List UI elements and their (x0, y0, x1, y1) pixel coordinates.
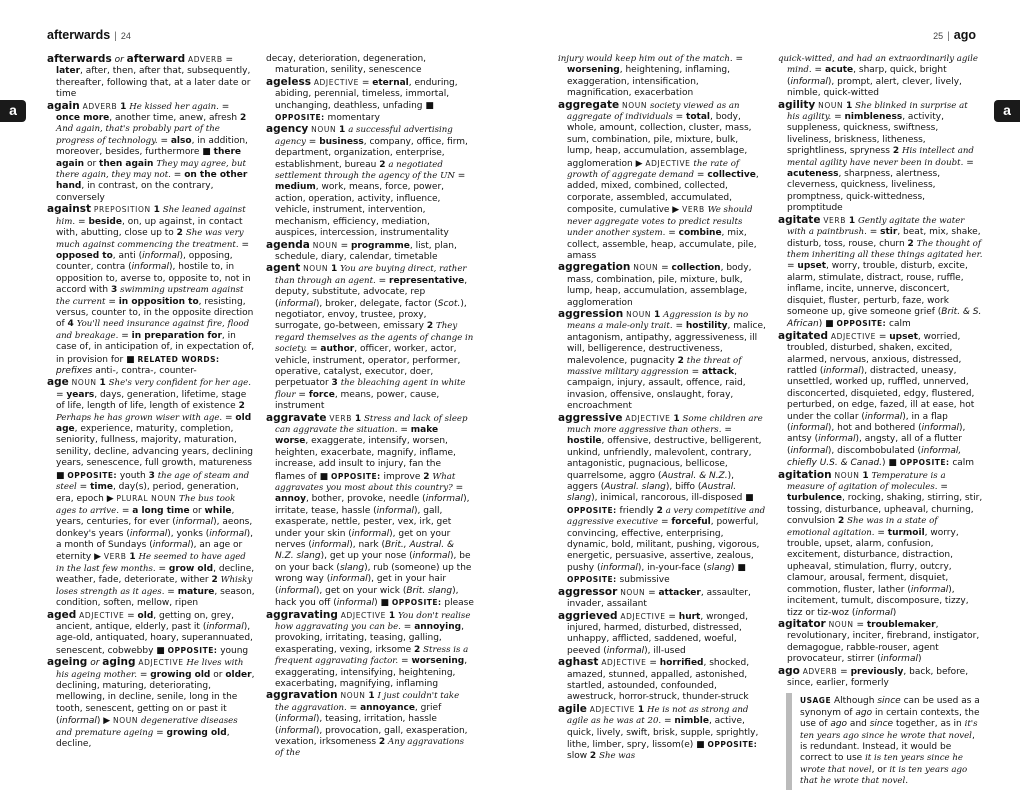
dictionary-entry: quick-witted, and had an extraordinarily agile mind. = acute, sharp, quick, bright (informal), prompt, alert, clever, lively, nimble, quick-witted (778, 54, 978, 99)
dictionary-column-3 (558, 54, 766, 774)
dictionary-entry: ago ADVERB = previously, back, before, since, earlier, formerly (778, 664, 969, 688)
dictionary-entry: afterwards or afterward ADVERB = later, after, then, after that, subsequently, thereafter, following that, at a later date or time (47, 53, 251, 100)
dictionary-entry: agile ADJECTIVE 1 He is not as strong and agile as he was at 20. = nimble, active, quick, lively, swift, brisk, supple, sprightly, lithe, limber, spry, lissom(e) ■ OPPOSITE: slow 2 She was (558, 702, 759, 762)
dictionary-entry: aggressive ADJECTIVE 1 Some children are much more aggressive than others. = hostile, offensive, destructive, belligerent, unkind, unfriendly, malevolent, contrary, antagonistic, pugnacious, bellicose, quarrelsome, aggro (Austral. & N.Z.), aggers (Austral. slang), biffo (Austral. slang), inimical, rancorous, ill-disposed ■ OPPOSITE: friendly 2 a very competitive and aggressive executive = forceful, powerful, convincing, effective, enterprising, dynamic, bold, militant, pushing, vigorous, energetic, persuasive, assertive, zealous, pushy (informal), in-your-face (slang) ■ OPPOSITE: submissive (558, 411, 766, 586)
dictionary-entry: ageing or aging ADJECTIVE He lives with his ageing mother. = growing old or older, declining, maturing, deteriorating, mellowing, in decline, senile, long in the tooth, senescent, getting on or past it (informal) ▶ NOUN degenerative diseases and premature ageing = growing old, decline, (47, 656, 255, 749)
dictionary-entry: agitator NOUN = troublemaker, revolutionary, inciter, firebrand, instigator, demagogue, rabble-rouser, agent provocateur, stirrer (informal) (778, 617, 980, 665)
dictionary-entry: agent NOUN 1 You are buying direct, rather than through an agent. = representative, deputy, substitute, advocate, rep (informal), broker, delegate, factor (Scot.), negotiator, envoy, trustee, proxy, surrogate, go-between, emissary 2 They regard themselves as the agents of change in society. = author, officer, worker, actor, vehicle, instrument, operator, performer, operative, catalyst, executor, doer, perpetuator 3 the bleaching agent in white flour = force, means, power, cause, instrument (266, 262, 474, 412)
right-page (515, 0, 1020, 787)
left-thumb-tab: a (0, 100, 26, 122)
dictionary-entry: agenda NOUN = programme, list, plan, schedule, diary, calendar, timetable (266, 238, 457, 262)
dictionary-entry: aggravation NOUN 1 I just couldn't take the aggravation. = annoyance, grief (informal), teasing, irritation, hassle (informal), provocation, gall, exasperation, vexation, irksomeness 2 Any aggravations of the (266, 689, 468, 759)
right-thumb-tab: a (994, 100, 1020, 122)
dictionary-entry: against PREPOSITION 1 She leaned against him. = beside, on, up against, in contact with, abutting, close up to 2 She was very much against commencing the treatment. = opposed to, anti (informal), opposing, counter, contra (informal), hostile to, in opposition to, averse to, opposite to, not in accord with 3 swimming upstream against the current = in opposition to, resisting, versus, counter to, in the opposite direction of 4 You'll need insurance against fire, flood and breakage. = in preparation for, in case of, in anticipation of, in expectation of, in provision for ■ RELATED WORDS: prefixes anti-, contra-, counter- (47, 203, 255, 376)
left-page-number: 24 (120, 31, 131, 41)
dictionary-entry: aggregate NOUN society viewed as an aggregate of individuals = total, body, whole, amount, collection, cluster, mass, sum, combination, pile, mixture, bulk, lump, heap, accumulation, assemblage, agglomeration ▶ ADJECTIVE the rate of growth of aggregate demand = collective, added, mixed, combined, collected, corporate, assembled, accumulated, composite, cumulative ▶ VERB We should never aggregate votes to predict results under another system. = combine, mix, collect, assemble, heap, accumulate, pile, amass (558, 98, 759, 261)
dictionary-entry: aggressor NOUN = attacker, assaulter, invader, assailant (558, 585, 751, 610)
dictionary-entry: agitate VERB 1 Gently agitate the water with a paintbrush. = stir, beat, mix, shake, disturb, toss, rouse, churn 2 The thought of them inheriting all these things agitated her. = upset, worry, trouble, disturb, excite, alarm, stimulate, distract, rouse, ruffle, inflame, incite, unnerve, disconcert, disquiet, fluster, perturb, faze, work someone up, give someone grief (Brit. & S. African) ■ OPPOSITE: calm (778, 213, 983, 330)
right-page-number: 25 (933, 31, 944, 41)
dictionary-entry: agency NOUN 1 a successful advertising agency = business, company, office, firm, department, organization, enterprise, establishment, bureau 2 a negotiated settlement through the agency of the UN = medium, work, means, force, power, action, operation, activity, influence, vehicle, instrument, intervention, mechanism, efficiency, mediation, auspices, intercession, instrumentality (266, 123, 468, 239)
dictionary-entry: age NOUN 1 She's very confident for her age. = years, days, generation, lifetime, stage of life, length of life, length of existence 2 Perhaps he has grown wiser with age. = old age, experience, maturity, completion, seniority, fullness, majority, maturation, senility, decline, advancing years, declining years, senescence, full growth, matureness ■ OPPOSITE: youth 3 the age of steam and steel = time, day(s), period, generation, era, epoch ▶ PLURAL NOUN The bus took ages to arrive. = a long time or while, years, centuries, for ever (informal), aeons, donkey's years (informal), yonks (informal), a month of Sundays (informal), an age or eternity ▶ VERB 1 He seemed to have aged in the last few months. = grow old, decline, weather, fade, deteriorate, wither 2 Whisky loses strength as it ages. = mature, season, condition, soften, mellow, ripen (47, 376, 255, 609)
right-guideword: ago (953, 28, 976, 42)
dictionary-entry: injury would keep him out of the match. = worsening, heightening, inflaming, exaggeration, intensification, magnification, exacerbation (558, 54, 743, 99)
dictionary-entry: aggrieved ADJECTIVE = hurt, wronged, injured, harmed, disturbed, distressed, unhappy, afflicted, saddened, woeful, peeved (informal), ill-used (558, 609, 748, 656)
dictionary-column-2 (266, 54, 474, 774)
dictionary-entry: agility NOUN 1 She blinked in surprise at his agility. = nimbleness, activity, suppleness, quickness, swiftness, liveliness, briskness, litheness, sprightliness, spryness 2 His intellect and mental agility have never been in doubt. = acuteness, sharpness, alertness, cleverness, quickness, liveliness, promptness, quick-wittedness, promptitude (778, 98, 974, 214)
dictionary-entry: aggression NOUN 1 Aggression is by no means a male-only trait. = hostility, malice, antagonism, antipathy, aggressiveness, ill will, belligerence, destructiveness, malevolence, pugnacity 2 the threat of massive military aggression = attack, campaign, injury, assault, offence, raid, invasion, offensive, onslaught, foray, encroachment (558, 307, 766, 412)
dictionary-column-1 (47, 54, 255, 774)
usage-label: USAGE (800, 696, 832, 706)
dictionary-entry: aggravate VERB 1 Stress and lack of sleep can aggravate the situation. = make worse, exaggerate, intensify, worsen, heighten, exacerbate, magnify, inflame, increase, add insult to injury, fan the flames of ■ OPPOSITE: improve 2 What aggravates you most about this country? = annoy, bother, provoke, needle (informal), irritate, tease, hassle (informal), gall, exasperate, nettle, pester, vex, irk, get under your skin (informal), get on your nerves (informal), nark (Brit., Austral. & N.Z. slang), get up your nose (informal), be on your back (slang), rub (someone) up the wrong way (informal), get in your hair (informal), get on your wick (Brit. slang), hack you off (informal) ■ OPPOSITE: please (266, 411, 474, 609)
dictionary-entry: aggregation NOUN = collection, body, mass, combination, pile, mixture, bulk, lump, heap, accumulation, assemblage, agglomeration (558, 261, 752, 308)
dictionary-entry: decay, deterioration, degeneration, maturation, senility, senescence (266, 54, 427, 76)
dictionary-entry: agitation NOUN 1 Temperature is a measure of agitation of molecules. = turbulence, rocking, shaking, stirring, stir, tossing, disturbance, upheaval, churning, convulsion 2 She was in a state of emotional agitation. = turmoil, worry, trouble, upset, alarm, confusion, excitement, disturbance, distraction, upheaval, stimulation, flurry, outcry, clamour, arousal, ferment, disquiet, commotion, fluster, lather (informal), incitement, tumult, discomposure, tizzy, tizz or tiz-woz (informal) (778, 468, 983, 618)
left-running-head: afterwards | 24 (47, 28, 131, 42)
usage-note (786, 693, 983, 789)
right-running-head: 25 | ago (933, 28, 976, 42)
dictionary-entry: agitated ADJECTIVE = upset, worried, troubled, disturbed, shaken, excited, alarmed, nervous, anxious, distressed, rattled (informal), distracted, uneasy, unsettled, worked up, ruffled, unnerved, disconcerted, disquieted, edgy, flustered, perturbed, on edge, fazed, ill at ease, hot under the collar (informal), in a flap (informal), hot and bothered (informal), antsy (informal), angsty, all of a flutter (informal), discombobulated (informal, chiefly U.S. & Canad.) ■ OPPOSITE: calm (778, 329, 975, 469)
dictionary-entry: aged ADJECTIVE = old, getting on, grey, ancient, antique, elderly, past it (informal), age-old, antiquated, hoary, superannuated, senescent, cobwebby ■ OPPOSITE: young (47, 608, 253, 656)
dictionary-entry: ageless ADJECTIVE = eternal, enduring, abiding, perennial, timeless, immortal, unchanging, deathless, unfading ■ OPPOSITE: momentary (266, 75, 458, 124)
usage-text: Although since can be used as a synonym of ago in certain contexts, the use of ago and since together, as in it's ten years ago since he wrote that novel, is redundant. Instead, it would be correct to use it is ten years since he wrote that novel, or it is ten years ago that he wrote that novel. (800, 696, 980, 787)
dictionary-entry: again ADVERB 1 He kissed her again. = once more, another time, anew, afresh 2 And again, that's probably part of the progress of technology. = also, in addition, moreover, besides, furthermore ■ there again or then again They may agree, but there again, they may not. = on the other hand, in contrast, on the contrary, conversely (47, 99, 248, 203)
dictionary-entry: aghast ADJECTIVE = horrified, shocked, amazed, stunned, appalled, astonished, startled, astounded, confounded, awestruck, horror-struck, thunder-struck (558, 656, 750, 703)
left-guideword: afterwards (47, 28, 111, 42)
dictionary-column-4 (778, 54, 983, 787)
dictionary-entry: aggravating ADJECTIVE 1 You don't realise how aggravating you can be. = annoying, provoking, irritating, teasing, galling, exasperating, vexing, irksome 2 Stress is a frequent aggravating factor. = worsening, exaggerating, intensifying, heightening, exacerbating, magnifying, inflaming (266, 608, 471, 689)
left-page (0, 0, 505, 783)
